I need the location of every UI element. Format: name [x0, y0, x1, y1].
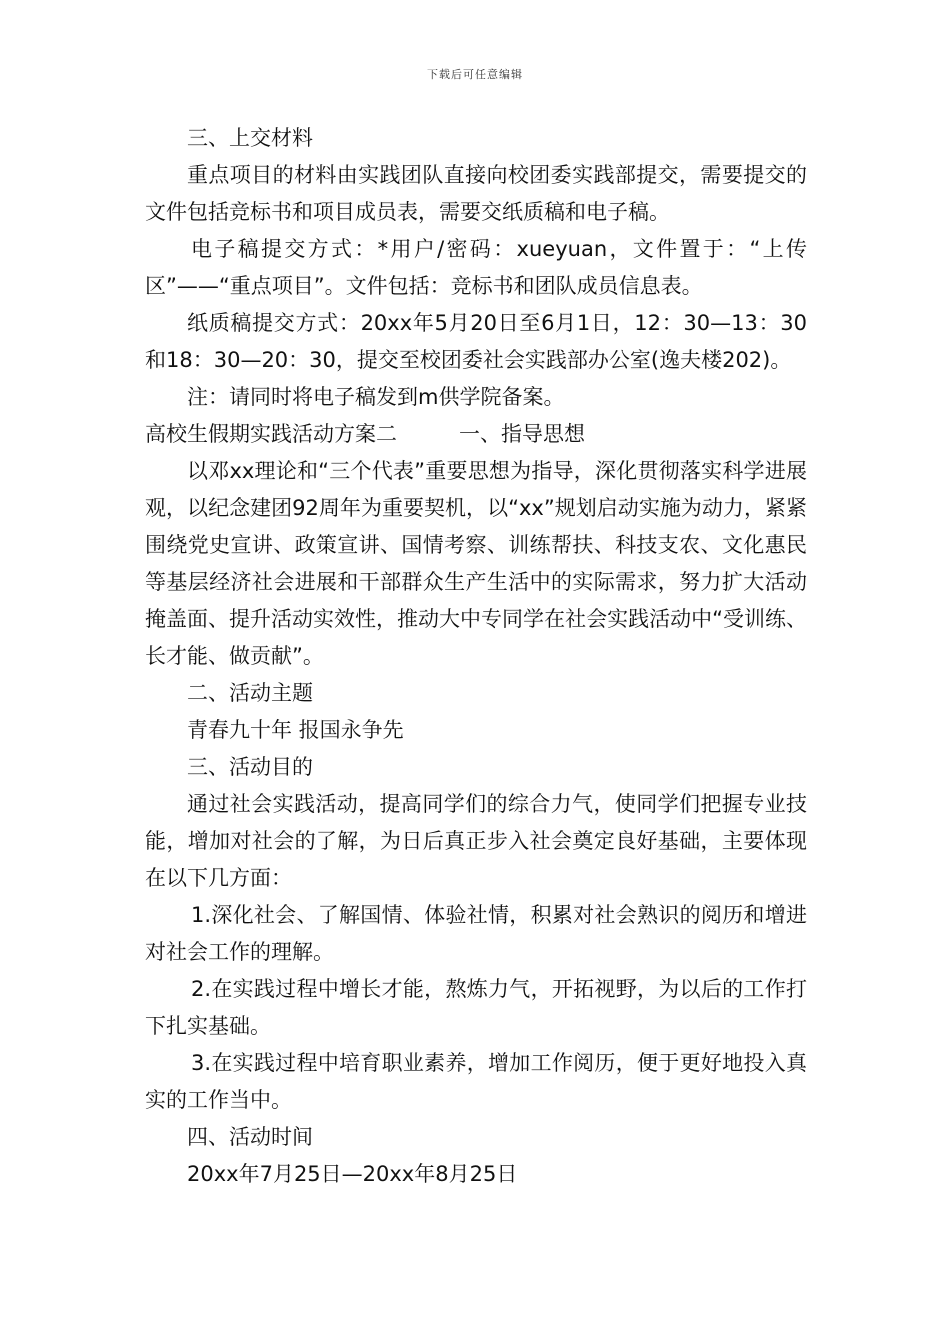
paragraph-activity-theme: 青春九十年 报国永争先: [187, 718, 404, 742]
paragraph-activity-purpose: 通过社会实践活动，提高同学们的综合力气，使同学们把握专业技能，增加对社会的了解，为日后真正步入社会奠定良好基础，主要体现在以下几方面：: [145, 792, 807, 890]
list-item-purpose-3: 3.在实践过程中培育职业素养，增加工作阅历，便于更好地投入真实的工作当中。: [145, 1051, 807, 1112]
section-heading-submit-materials: 三、上交材料: [187, 126, 313, 150]
page-header-note: 下载后可任意编辑: [427, 68, 523, 81]
section-heading-activity-theme: 二、活动主题: [187, 681, 313, 705]
list-item-purpose-1: 1.深化社会、了解国情、体验社情，积累对社会熟识的阅历和增进对社会工作的理解。: [145, 903, 807, 964]
plan-title: 高校生假期实践活动方案二: [145, 422, 397, 446]
list-item-purpose-2: 2.在实践过程中增长才能，熬炼力气，开拓视野，为以后的工作打下扎实基础。: [145, 977, 807, 1038]
paragraph-key-project-materials: 重点项目的材料由实践团队直接向校团委实践部提交，需要提交的文件包括竞标书和项目成员表，需要交纸质稿和电子稿。: [145, 163, 807, 224]
paragraph-paper-submission: 纸质稿提交方式：20xx年5月20日至6月1日，12：30—13：30和18：30—20：30，提交至校团委社会实践部办公室(逸夫楼202)。: [145, 311, 807, 372]
section-heading-guiding-thought: 一、指导思想: [459, 422, 585, 446]
paragraph-electronic-submission: 电子稿提交方式：*用户/密码：xueyuan，文件置于：“上传区”——“重点项目”。文件包括：竞标书和团队成员信息表。: [145, 237, 807, 298]
section-heading-activity-purpose: 三、活动目的: [187, 755, 313, 779]
document-body: [145, 120, 807, 1193]
section-heading-activity-time: 四、活动时间: [187, 1125, 313, 1149]
paragraph-guiding-thought: 以邓xx理论和“三个代表”重要思想为指导，深化贯彻落实科学进展观，以纪念建团92周年为重要契机，以“xx”规划启动实施为动力，紧紧围绕党史宣讲、政策宣讲、国情考察、训练帮扶、科技支农、文化惠民等基层经济社会进展和干部群众生产生活中的实际需求，努力扩大活动掩盖面、提升活动实效性，推动大中专同学在社会实践活动中“受训练、长才能、做贡献”。: [145, 459, 807, 668]
paragraph-note: 注：请同时将电子稿发到m供学院备案。: [187, 385, 565, 409]
paragraph-activity-time: 20xx年7月25日—20xx年8月25日: [187, 1162, 518, 1186]
plan-title-line: [145, 416, 807, 453]
